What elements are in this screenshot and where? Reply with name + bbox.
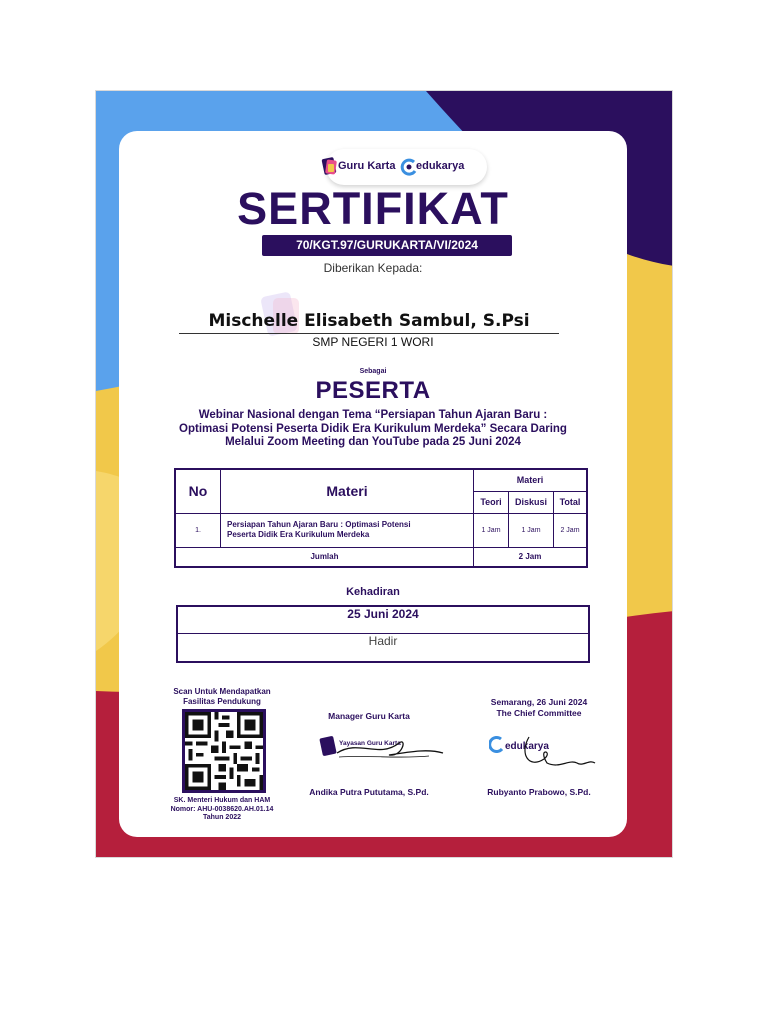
chief-stamp-text: edukarya: [505, 741, 549, 752]
legal-note-line: Tahun 2022: [203, 814, 241, 821]
participant-role: PESERTA: [315, 377, 431, 404]
sum-value: 2 Jam: [474, 547, 588, 567]
certificate-sheet: [95, 90, 673, 858]
row-diskusi: 1 Jam: [509, 513, 554, 547]
header-materi-group: Materi: [474, 469, 588, 491]
row-total: 2 Jam: [554, 513, 588, 547]
certificate-title: SERTIFIKAT: [237, 183, 509, 234]
chief-name: Rubyanto Prabowo, S.Pd.: [487, 787, 591, 797]
header-materi: Materi: [221, 469, 474, 513]
table-header-row: [175, 469, 587, 491]
chief-signature: [489, 729, 599, 773]
row-materi: [221, 513, 474, 547]
row-teori: 1 Jam: [474, 513, 509, 547]
scan-label-line: Scan Untuk Mendapatkan: [173, 687, 271, 696]
table-sum-row: [175, 547, 587, 567]
scan-label-line: Fasilitas Pendukung: [183, 697, 261, 706]
event-description: [139, 409, 607, 450]
qr-code[interactable]: [182, 709, 266, 793]
signing-place-date: [459, 697, 619, 719]
gurukarta-logo-icon: [321, 155, 339, 177]
legal-note-line: Nomor: AHU-0038620.AH.01.14: [170, 805, 274, 813]
header-diskusi: Diskusi: [509, 491, 554, 513]
row-materi-line: Peserta Didik Era Kurikulum Merdeka: [227, 530, 370, 539]
manager-signature: [319, 729, 449, 769]
description-line: Optimasi Potensi Peserta Didik Era Kurikulum Merdeka” Secara Daring: [179, 422, 567, 435]
logo-header: [326, 149, 487, 185]
certificate-card: [119, 131, 627, 837]
school-name: SMP NEGERI 1 WORI: [312, 335, 434, 349]
manager-role: Manager Guru Karta: [328, 711, 410, 721]
edukarya-logo-text: edukarya: [416, 160, 465, 172]
attendance-heading: Kehadiran: [346, 586, 400, 598]
certificate-number: 70/KGT.97/GURUKARTA/VI/2024: [262, 235, 512, 256]
description-line: Webinar Nasional dengan Tema “Persiapan Tahun Ajaran Baru :: [198, 409, 548, 421]
legal-note: [152, 797, 292, 823]
description-line: Melalui Zoom Meeting dan YouTube pada 25 Juni 2024: [225, 436, 521, 448]
gurukarta-logo-text: Guru Karta: [338, 160, 396, 172]
sum-label: Jumlah: [175, 547, 474, 567]
row-no: 1.: [175, 513, 221, 547]
place-date: Semarang, 26 Juni 2024: [490, 697, 588, 707]
attendance-box: [176, 605, 590, 663]
scan-label: [152, 687, 292, 707]
header-teori: Teori: [474, 491, 509, 513]
materials-table: [174, 468, 588, 568]
given-to-label: Diberikan Kepada:: [323, 261, 423, 275]
header-no: No: [175, 469, 221, 513]
as-label: Sebagai: [359, 368, 387, 375]
table-row: [175, 513, 587, 547]
row-materi-line: Persiapan Tahun Ajaran Baru : Optimasi Potensi: [227, 520, 411, 529]
attendance-date: 25 Juni 2024: [178, 607, 588, 634]
manager-name: Andika Putra Pututama, S.Pd.: [309, 787, 429, 797]
qr-code-icon: [185, 712, 263, 790]
chief-role: The Chief Committee: [496, 708, 582, 718]
manager-stamp-text: Yayasan Guru Karta: [339, 740, 401, 747]
header-total: Total: [554, 491, 588, 513]
attendance-status: Hadir: [368, 634, 398, 648]
recipient-name: Mischelle Elisabeth Sambul, S.Psi: [179, 311, 559, 334]
legal-note-line: SK. Menteri Hukum dan HAM: [173, 797, 271, 804]
